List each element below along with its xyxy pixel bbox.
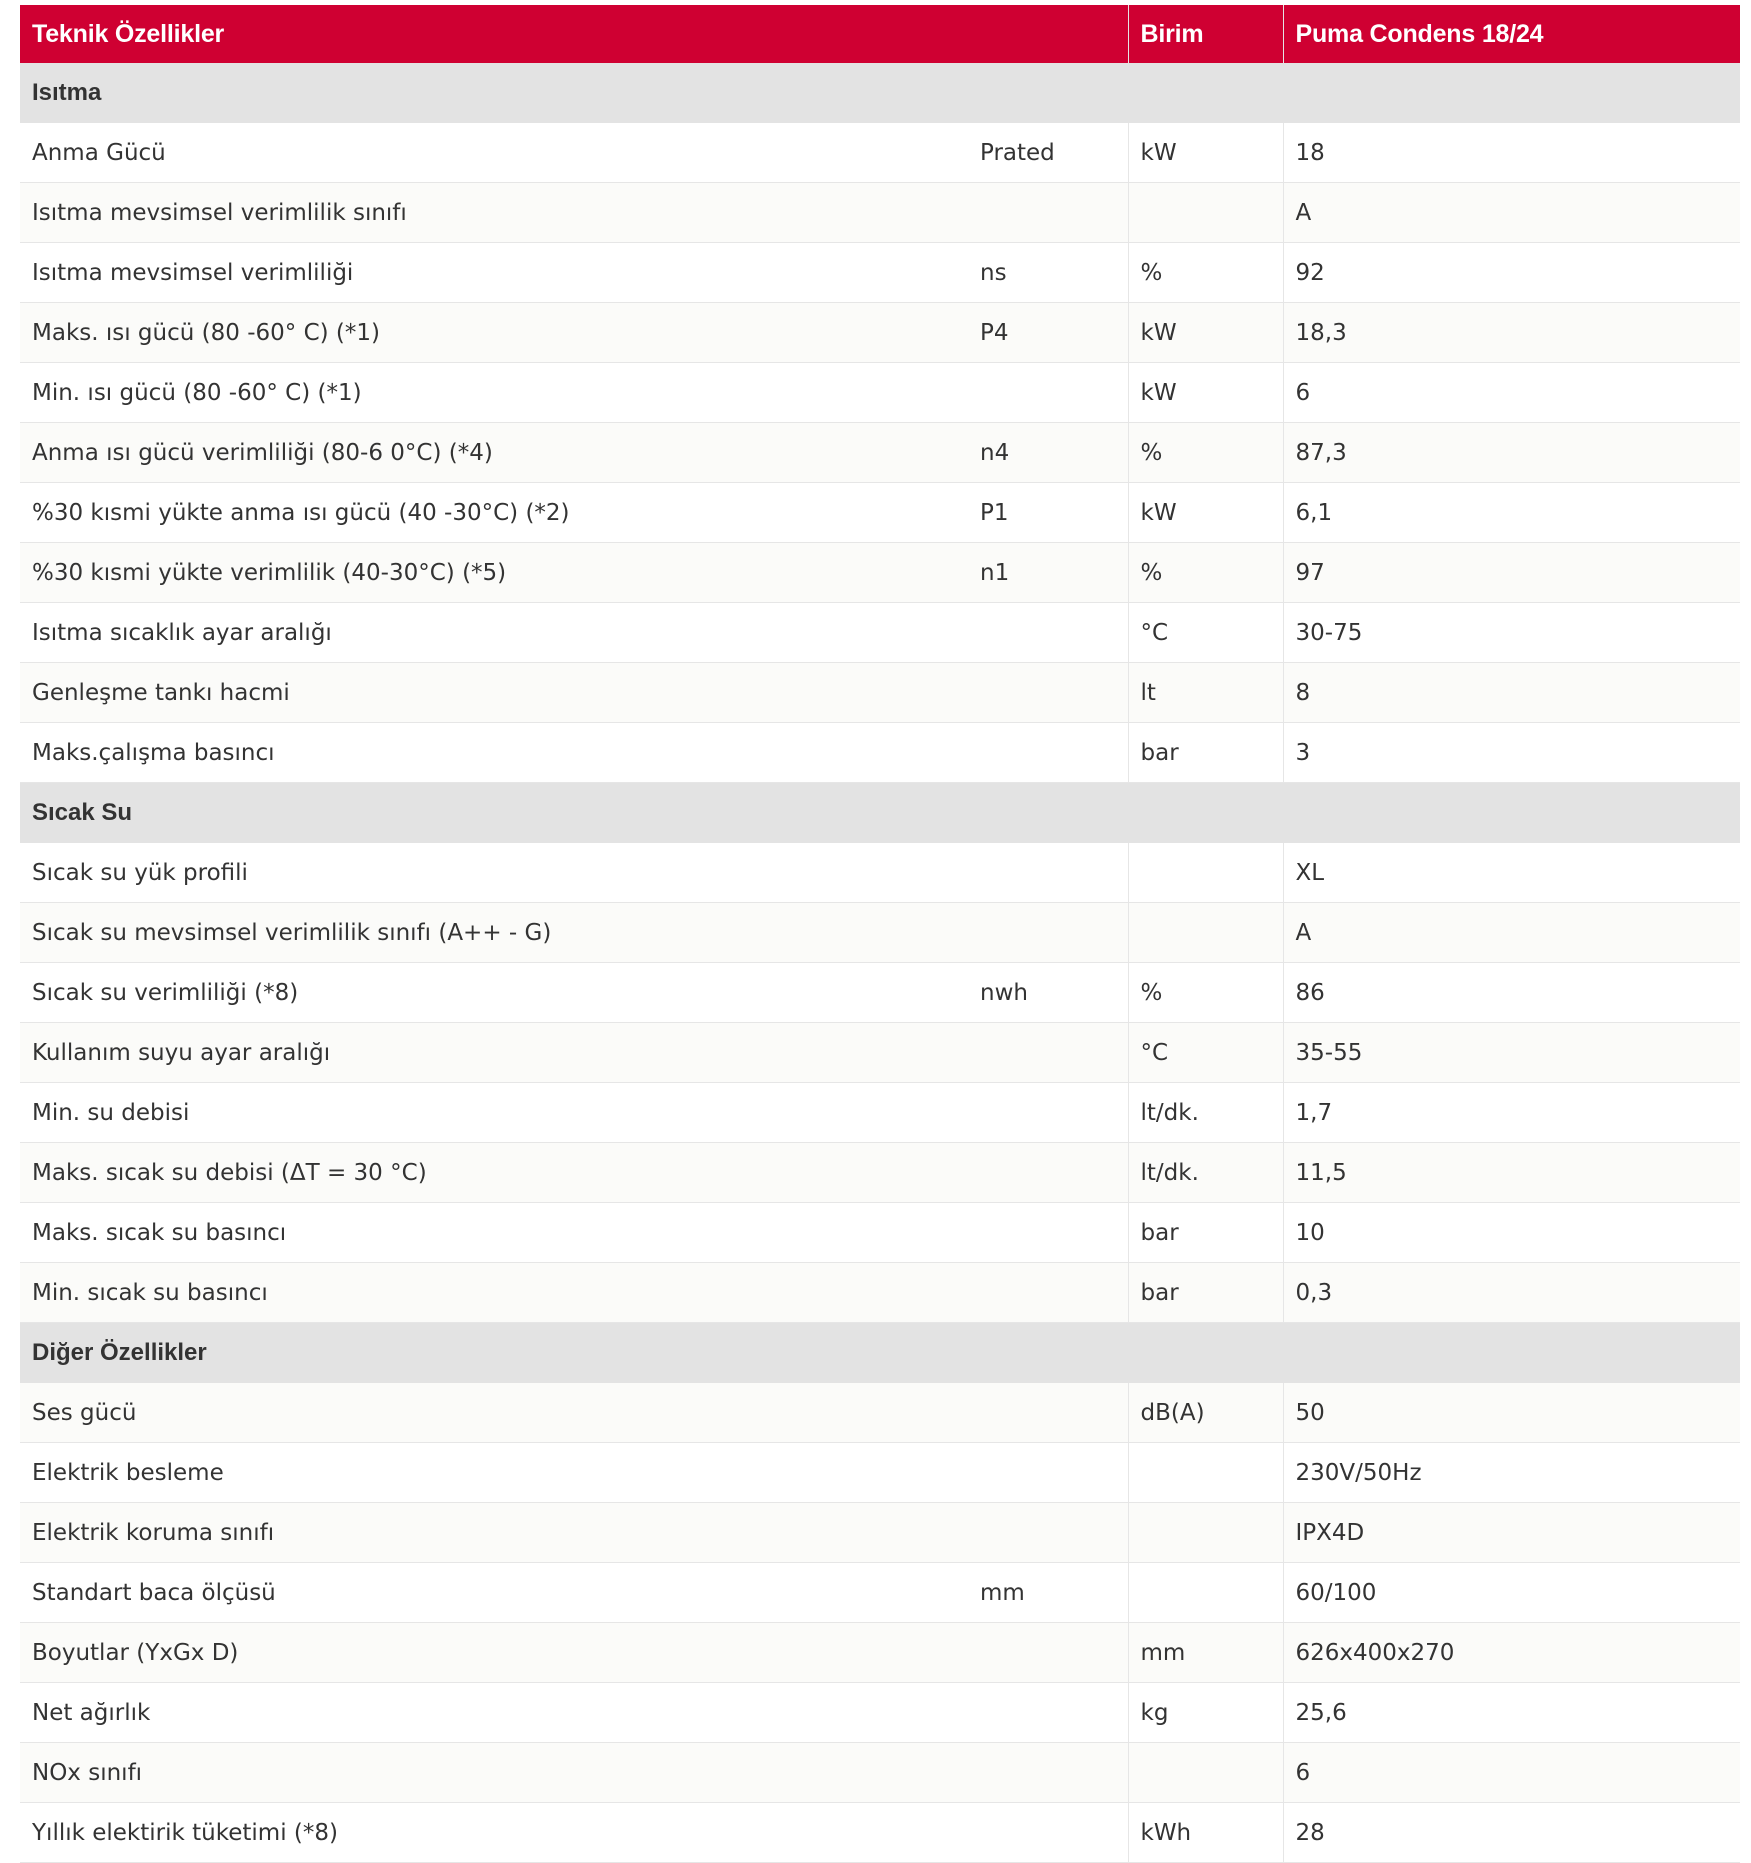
spec-symbol-cell: n1 xyxy=(968,543,1128,603)
table-row xyxy=(20,723,1740,783)
spec-unit-cell: mm xyxy=(1128,1623,1283,1683)
spec-value-cell: 6 xyxy=(1283,1743,1740,1803)
section-title: Isıtma xyxy=(20,63,1740,123)
spec-value-cell: 35-55 xyxy=(1283,1023,1740,1083)
table-body xyxy=(20,63,1740,1863)
spec-unit-cell: % xyxy=(1128,543,1283,603)
spec-symbol-cell xyxy=(968,1443,1128,1503)
spec-symbol-cell: nwh xyxy=(968,963,1128,1023)
spec-label-cell: Anma ısı gücü verimliliği (80-6 0°C) (*4) xyxy=(20,423,968,483)
spec-symbol-cell: mm xyxy=(968,1563,1128,1623)
spec-unit-cell xyxy=(1128,1503,1283,1563)
spec-unit-cell: bar xyxy=(1128,1203,1283,1263)
spec-label-cell: Min. sıcak su basıncı xyxy=(20,1263,968,1323)
spec-symbol-cell xyxy=(968,1143,1128,1203)
spec-label-cell: Standart baca ölçüsü xyxy=(20,1563,968,1623)
spec-label-cell: Isıtma mevsimsel verimliliği xyxy=(20,243,968,303)
spec-value-cell: 11,5 xyxy=(1283,1143,1740,1203)
spec-unit-cell xyxy=(1128,843,1283,903)
spec-symbol-cell: Prated xyxy=(968,123,1128,183)
table-row xyxy=(20,1443,1740,1503)
table-row xyxy=(20,903,1740,963)
spec-unit-cell: % xyxy=(1128,963,1283,1023)
spec-symbol-cell xyxy=(968,1503,1128,1563)
spec-unit-cell: kW xyxy=(1128,303,1283,363)
spec-symbol-cell: P4 xyxy=(968,303,1128,363)
spec-label-cell: Maks. ısı gücü (80 -60° C) (*1) xyxy=(20,303,968,363)
spec-label-cell: Sıcak su verimliliği (*8) xyxy=(20,963,968,1023)
spec-value-cell: 6 xyxy=(1283,363,1740,423)
spec-value-cell: 92 xyxy=(1283,243,1740,303)
spec-value-cell: XL xyxy=(1283,843,1740,903)
section-row xyxy=(20,783,1740,843)
spec-symbol-cell: n4 xyxy=(968,423,1128,483)
spec-symbol-cell xyxy=(968,183,1128,243)
table-row xyxy=(20,363,1740,423)
table-row xyxy=(20,183,1740,243)
spec-label-cell: Kullanım suyu ayar aralığı xyxy=(20,1023,968,1083)
spec-value-cell: 10 xyxy=(1283,1203,1740,1263)
spec-value-cell: 87,3 xyxy=(1283,423,1740,483)
spec-symbol-cell xyxy=(968,1623,1128,1683)
spec-symbol-cell xyxy=(968,1203,1128,1263)
spec-table-container xyxy=(20,5,1740,1863)
spec-unit-cell xyxy=(1128,1443,1283,1503)
table-row xyxy=(20,123,1740,183)
section-title: Sıcak Su xyxy=(20,783,1740,843)
spec-value-cell: 3 xyxy=(1283,723,1740,783)
spec-label-cell: Maks.çalışma basıncı xyxy=(20,723,968,783)
section-row xyxy=(20,63,1740,123)
spec-unit-cell xyxy=(1128,1743,1283,1803)
spec-unit-cell: kg xyxy=(1128,1683,1283,1743)
spec-value-cell: 230V/50Hz xyxy=(1283,1443,1740,1503)
spec-value-cell: IPX4D xyxy=(1283,1503,1740,1563)
spec-unit-cell xyxy=(1128,183,1283,243)
header-row xyxy=(20,5,1740,63)
spec-symbol-cell xyxy=(968,1083,1128,1143)
header-model: Puma Condens 18/24 xyxy=(1283,5,1740,63)
table-row xyxy=(20,423,1740,483)
spec-symbol-cell xyxy=(968,723,1128,783)
spec-label-cell: Isıtma mevsimsel verimlilik sınıfı xyxy=(20,183,968,243)
spec-symbol-cell xyxy=(968,1803,1128,1863)
spec-label-cell: Elektrik besleme xyxy=(20,1443,968,1503)
spec-unit-cell: kWh xyxy=(1128,1803,1283,1863)
spec-value-cell: 97 xyxy=(1283,543,1740,603)
spec-label-cell: Anma Gücü xyxy=(20,123,968,183)
table-row xyxy=(20,1743,1740,1803)
spec-value-cell: 626x400x270 xyxy=(1283,1623,1740,1683)
spec-symbol-cell xyxy=(968,1383,1128,1443)
table-row xyxy=(20,843,1740,903)
table-row xyxy=(20,243,1740,303)
spec-symbol-cell xyxy=(968,1023,1128,1083)
section-title: Diğer Özellikler xyxy=(20,1323,1740,1383)
spec-label-cell: %30 kısmi yükte anma ısı gücü (40 -30°C) (*2) xyxy=(20,483,968,543)
table-row xyxy=(20,1023,1740,1083)
spec-label-cell: Ses gücü xyxy=(20,1383,968,1443)
table-row xyxy=(20,1263,1740,1323)
spec-value-cell: 8 xyxy=(1283,663,1740,723)
spec-unit-cell: lt/dk. xyxy=(1128,1143,1283,1203)
table-row xyxy=(20,543,1740,603)
table-row xyxy=(20,1143,1740,1203)
spec-label-cell: Yıllık elektirik tüketimi (*8) xyxy=(20,1803,968,1863)
spec-value-cell: A xyxy=(1283,903,1740,963)
spec-symbol-cell xyxy=(968,903,1128,963)
spec-value-cell: 0,3 xyxy=(1283,1263,1740,1323)
spec-value-cell: 30-75 xyxy=(1283,603,1740,663)
spec-value-cell: 6,1 xyxy=(1283,483,1740,543)
spec-value-cell: 25,6 xyxy=(1283,1683,1740,1743)
spec-unit-cell: kW xyxy=(1128,363,1283,423)
spec-label-cell: NOx sınıfı xyxy=(20,1743,968,1803)
spec-label-cell: Boyutlar (YxGx D) xyxy=(20,1623,968,1683)
spec-symbol-cell xyxy=(968,1683,1128,1743)
table-header xyxy=(20,5,1740,63)
spec-value-cell: 1,7 xyxy=(1283,1083,1740,1143)
spec-unit-cell: bar xyxy=(1128,723,1283,783)
spec-value-cell: 60/100 xyxy=(1283,1563,1740,1623)
spec-unit-cell: kW xyxy=(1128,483,1283,543)
table-row xyxy=(20,1623,1740,1683)
table-row xyxy=(20,963,1740,1023)
spec-unit-cell: % xyxy=(1128,243,1283,303)
spec-label-cell: Isıtma sıcaklık ayar aralığı xyxy=(20,603,968,663)
spec-symbol-cell: ns xyxy=(968,243,1128,303)
table-row xyxy=(20,1383,1740,1443)
spec-unit-cell: dB(A) xyxy=(1128,1383,1283,1443)
spec-unit-cell: lt/dk. xyxy=(1128,1083,1283,1143)
spec-unit-cell xyxy=(1128,903,1283,963)
spec-symbol-cell xyxy=(968,603,1128,663)
table-row xyxy=(20,1563,1740,1623)
spec-value-cell: 28 xyxy=(1283,1803,1740,1863)
spec-unit-cell: bar xyxy=(1128,1263,1283,1323)
spec-symbol-cell xyxy=(968,1263,1128,1323)
spec-unit-cell: kW xyxy=(1128,123,1283,183)
spec-label-cell: Genleşme tankı hacmi xyxy=(20,663,968,723)
spec-label-cell: Sıcak su yük profili xyxy=(20,843,968,903)
spec-unit-cell xyxy=(1128,1563,1283,1623)
spec-symbol-cell xyxy=(968,363,1128,423)
header-spec-label: Teknik Özellikler xyxy=(20,5,1128,63)
spec-label-cell: Sıcak su mevsimsel verimlilik sınıfı (A++ - G) xyxy=(20,903,968,963)
spec-unit-cell: lt xyxy=(1128,663,1283,723)
spec-label-cell: Min. su debisi xyxy=(20,1083,968,1143)
spec-label-cell: %30 kısmi yükte verimlilik (40-30°C) (*5) xyxy=(20,543,968,603)
header-unit: Birim xyxy=(1128,5,1283,63)
spec-label-cell: Min. ısı gücü (80 -60° C) (*1) xyxy=(20,363,968,423)
spec-label-cell: Maks. sıcak su debisi (ΔT = 30 °C) xyxy=(20,1143,968,1203)
table-row xyxy=(20,603,1740,663)
spec-value-cell: 18 xyxy=(1283,123,1740,183)
spec-unit-cell: % xyxy=(1128,423,1283,483)
spec-value-cell: A xyxy=(1283,183,1740,243)
table-row xyxy=(20,1503,1740,1563)
spec-symbol-cell xyxy=(968,1743,1128,1803)
spec-label-cell: Net ağırlık xyxy=(20,1683,968,1743)
table-row xyxy=(20,1803,1740,1863)
spec-value-cell: 86 xyxy=(1283,963,1740,1023)
spec-symbol-cell xyxy=(968,843,1128,903)
table-row xyxy=(20,663,1740,723)
table-row xyxy=(20,1683,1740,1743)
spec-symbol-cell xyxy=(968,663,1128,723)
spec-symbol-cell: P1 xyxy=(968,483,1128,543)
spec-table xyxy=(20,5,1740,1863)
section-row xyxy=(20,1323,1740,1383)
spec-value-cell: 50 xyxy=(1283,1383,1740,1443)
spec-label-cell: Maks. sıcak su basıncı xyxy=(20,1203,968,1263)
spec-value-cell: 18,3 xyxy=(1283,303,1740,363)
table-row xyxy=(20,1203,1740,1263)
spec-unit-cell: °C xyxy=(1128,1023,1283,1083)
table-row xyxy=(20,1083,1740,1143)
table-row xyxy=(20,483,1740,543)
spec-unit-cell: °C xyxy=(1128,603,1283,663)
spec-label-cell: Elektrik koruma sınıfı xyxy=(20,1503,968,1563)
table-row xyxy=(20,303,1740,363)
